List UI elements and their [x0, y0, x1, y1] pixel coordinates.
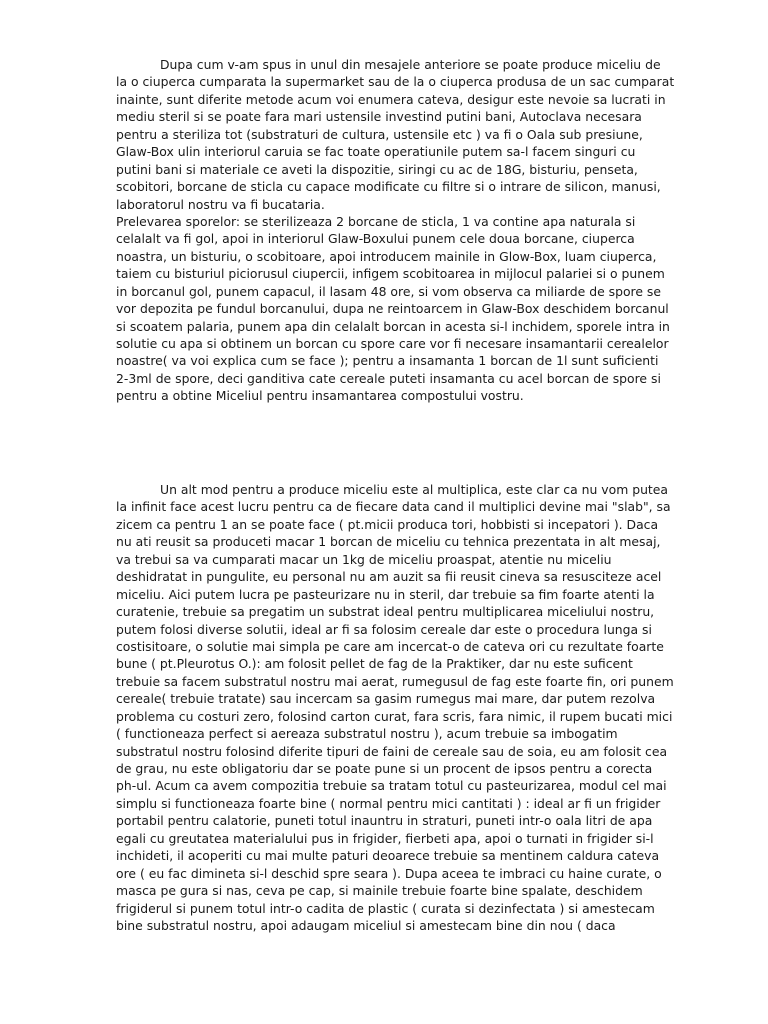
text-line: de grau, nu este obligatoriu dar se poate pune si un procent de ipsos pentru a corecta — [116, 761, 653, 776]
text-line: solutie cu apa si obtinem un borcan cu spore care vor fi necesare insamantarii cerealelor — [116, 336, 669, 351]
text-line: simplu si functioneaza foarte bine ( normal pentru mici cantitati ) : ideal ar fi un frigider — [116, 795, 661, 811]
text-line: curatenie, trebuie sa pregatim un substrat ideal pentru multiplicarea miceliului nostru, — [116, 604, 655, 620]
text-line: inchideti, il acoperiti cu mai multe paturi deoarece trebuie sa mentinem caldura cateva — [116, 848, 660, 864]
text-line: vor depozita pe fundul borcanului, dupa ne reintoarcem in Glaw-Box deschidem borcanul — [116, 301, 669, 317]
text-line: masca pe gura si nas, ceva pe cap, si mainile trebuie foarte bine spalate, deschidem — [116, 883, 643, 899]
text-line: zicem ca pentru 1 an se poate face ( pt.micii produca tori, hobbisti si incepatori ). Daca — [116, 516, 659, 532]
text-line: inainte, sunt diferite metode acum voi enumera cateva, desigur este nevoie sa lucrati in — [116, 91, 666, 107]
text-line: trebuie sa facem substratul nostru mai aerat, rumegusul de fag este foarte fin, ori punem — [116, 673, 674, 689]
text-line: problema cu costuri zero, folosind carton curat, fara scris, fara nimic, il rupem bucati mici — [116, 708, 673, 724]
text-line: portabil pentru calatorie, puneti totul inauntru in straturi, puneti intr-o oala litri de apa — [116, 813, 653, 829]
text-line: Prelevarea sporelor: se sterilizeaza 2 borcane de sticla, 1 va contine apa naturala si — [116, 213, 636, 229]
text-line: noastra, un bisturiu, o scobitoare, apoi introducem mainile in Glow-Box, luam ciuperca, — [116, 248, 657, 264]
text-line: la o ciuperca cumparata la supermarket sau de la o ciuperca produsa de un sac cumparat — [116, 74, 675, 90]
text-line: scobitori, borcane de sticla cu capace modificate cu filtre si o intrare de silicon, manusi, — [116, 179, 661, 195]
text-line: mediu steril si se poate fara mari ustensile investind putini bani, Autoclava necesara — [116, 109, 642, 125]
text-line: putini bani si materiale ce aveti la dispozitie, siringi cu ac de 18G, bisturiu, penseta, — [116, 161, 638, 177]
text-line: Dupa cum v-am spus in unul din mesajele anteriore se poate produce miceliu de — [160, 57, 661, 72]
text-line: bine substratul nostru, apoi adaugam miceliul si amestecam bine din nou ( daca — [116, 917, 616, 933]
text-line: ( functioneaza perfect si aereaza substratul nostru ), acum trebuie sa imbogatim — [116, 726, 618, 742]
text-line: substratul nostru folosind diferite tipuri de faini de cereale sau de soia, eu am folosit cea — [116, 743, 668, 759]
text-line: si scoatem palaria, punem apa din celalalt borcan in acesta si-l inchidem, sporele intra in — [116, 318, 670, 334]
text-line: Un alt mod pentru a produce miceliu este al multiplica, este clar ca nu vom putea — [160, 482, 669, 497]
text-line: celalalt va fi gol, apoi in interiorul Glaw-Boxului punem cele doua borcane, ciuperca — [116, 231, 635, 247]
text-line: ore ( eu fac dimineta si-l deschid spre seara ). Dupa aceea te imbraci cu haine curate, o — [116, 865, 662, 881]
text-line: va trebui sa va cumparati macar un 1kg de miceliu proaspat, atentie nu miceliu — [116, 551, 612, 567]
text-line: laboratorul nostru va fi bucataria. — [116, 196, 325, 212]
text-line: pentru a obtine Miceliul pentru insamantarea compostului vostru. — [116, 388, 524, 404]
text-line: noastre( va voi explica cum se face ); pentru a insamanta 1 borcan de 1l sunt suficienti — [116, 353, 659, 369]
text-line: frigiderul si punem totul intr-o cadita de plastic ( curata si dezinfectata ) si amestecam — [116, 900, 655, 916]
paragraph-spore-collection — [116, 56, 676, 405]
text-line: cereale( trebuie tratate) sau incercam sa gasim rumegus mai mare, dar putem rezolva — [116, 691, 656, 707]
paragraph-miceliu-multiplication — [116, 481, 676, 934]
text-line: pentru a steriliza tot (substraturi de cultura, ustensile etc ) va fi o Oala sub presiune, — [116, 126, 643, 142]
text-line: in borcanul gol, punem capacul, il lasam 48 ore, si vom observa ca miliarde de spore se — [116, 283, 662, 299]
text-line: nu ati reusit sa produceti macar 1 borcan de miceliu cu tehnica prezentata in alt mesaj, — [116, 534, 661, 550]
text-line: bune ( pt.Pleurotus O.): am folosit pellet de fag de la Praktiker, dar nu este suficent — [116, 656, 633, 672]
text-line: la infinit face acest lucru pentru ca de fiecare data cand il multiplici devine mai "slab", sa — [116, 499, 671, 515]
text-line: costisitoare, o solutie mai simpla pe care am incercat-o de cateva ori cu rezultate foarte — [116, 638, 664, 654]
text-line: Glaw-Box ulin interiorul caruia se fac toate operatiunile putem sa-l facem singuri cu — [116, 144, 636, 160]
text-line: 2-3ml de spore, deci ganditiva cate cereale puteti insamanta cu acel borcan de spore si — [116, 370, 661, 386]
text-line: putem folosi diverse solutii, ideal ar fi sa folosim cereale dar este o procedura lunga si — [116, 621, 652, 637]
text-line: deshidratat in pungulite, eu personal nu am auzit sa fii reusit cineva sa resusciteze acel — [116, 569, 662, 585]
text-line: miceliu. Aici putem lucra pe pasteurizare nu in steril, dar trebuie sa fim foarte atenti la — [116, 586, 655, 602]
text-line: taiem cu bisturiul piciorusul ciupercii, infigem scobitoarea in mijlocul palariei si o punem — [116, 266, 665, 282]
text-line: ph-ul. Acum ca avem compozitia trebuie sa tratam totul cu pasteurizarea, modul cel mai — [116, 778, 667, 794]
text-line: egali cu greutatea materialului pus in frigider, fierbeti apa, apoi o turnati in frigider si-l — [116, 830, 654, 846]
